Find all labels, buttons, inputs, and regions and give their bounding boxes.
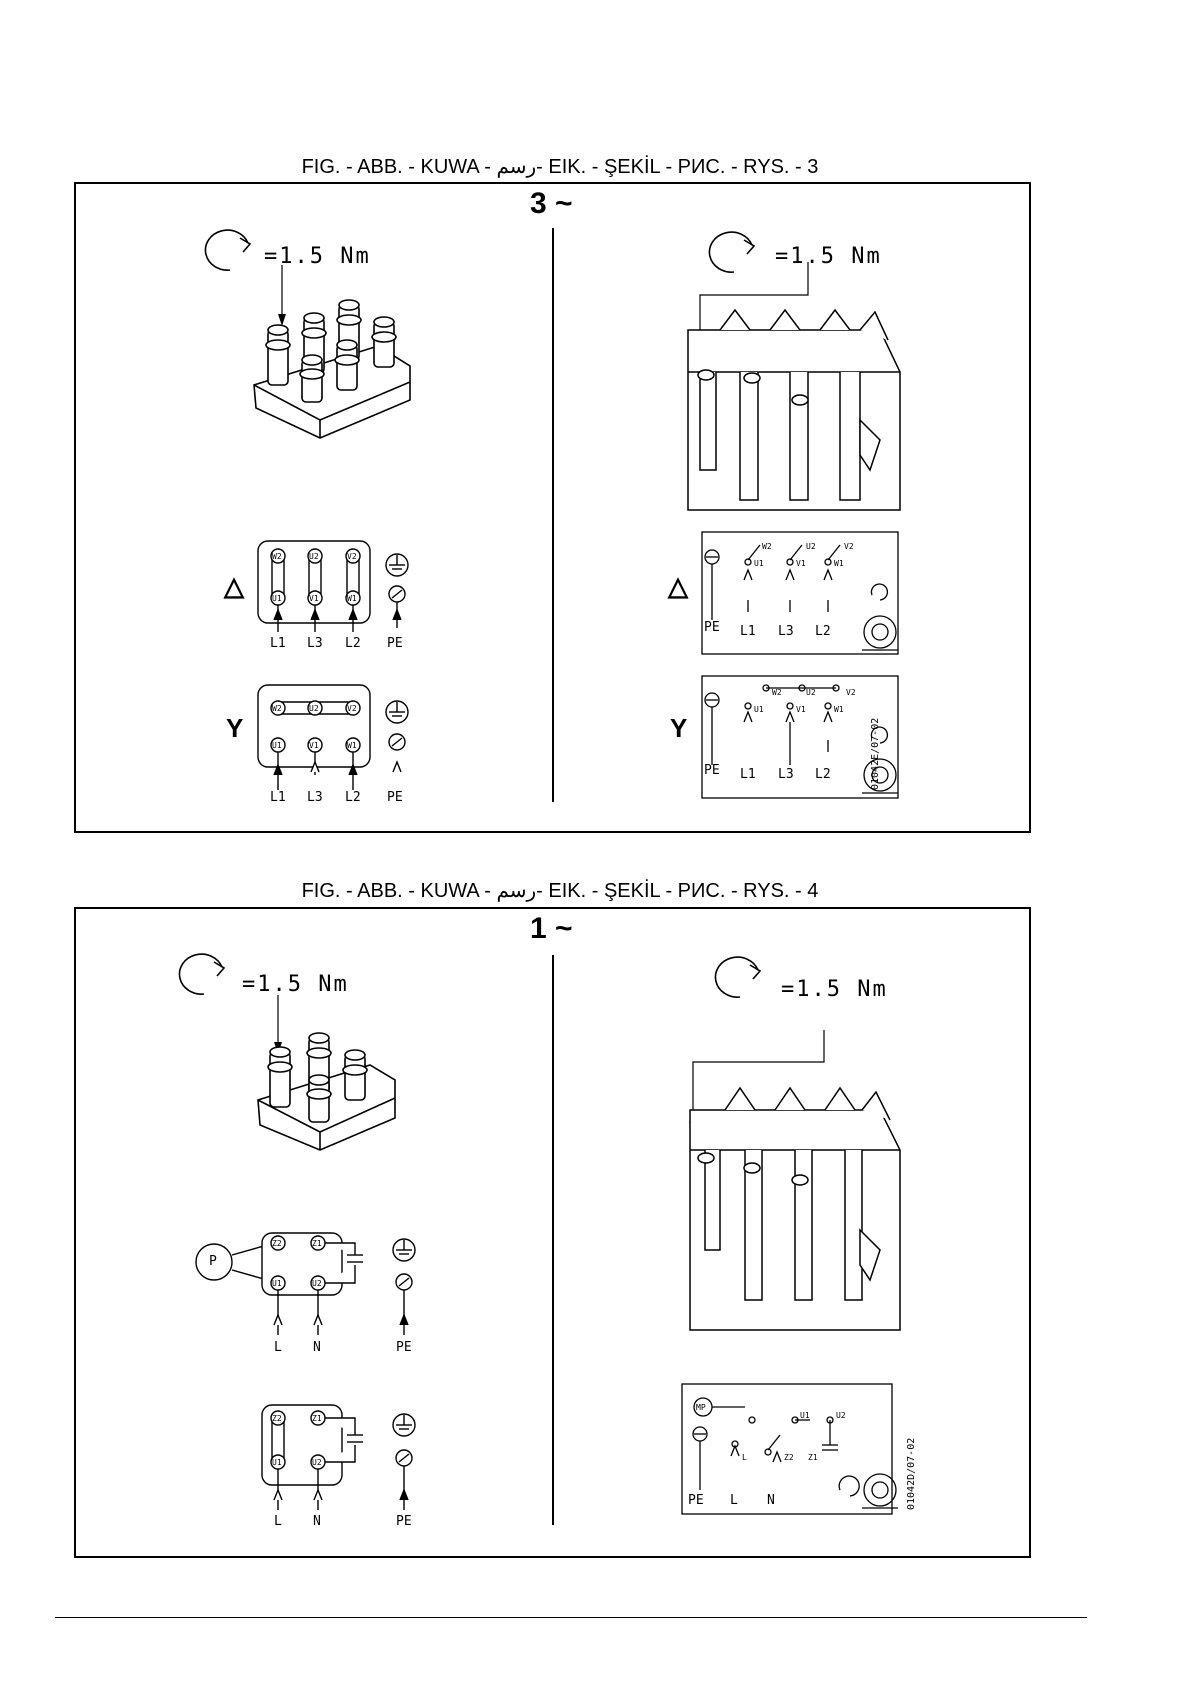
terminal-label: W2 xyxy=(272,704,282,713)
delta-symbol: △ xyxy=(668,571,688,601)
torque-rotation-icon xyxy=(205,230,250,270)
caption-text-tail: - EIK. - ŞEKİL - РИС. - RYS. - 3 xyxy=(536,156,819,178)
terminal-block-3ph xyxy=(254,300,410,438)
single-phase-schematic-right xyxy=(682,1384,898,1514)
caption-text: FIG. - ABB. - KUWA - xyxy=(301,880,497,902)
terminal-label: U1 xyxy=(754,705,764,714)
line-label: L1 xyxy=(270,790,286,805)
line-label: L2 xyxy=(345,790,361,805)
terminal-label: U1 xyxy=(754,559,764,568)
line-label: PE xyxy=(704,620,720,635)
torque-value: =1.5 Nm xyxy=(264,244,371,269)
drawing-code: 01042D/07-02 xyxy=(906,1437,917,1510)
terminal-label: U1 xyxy=(272,1279,282,1288)
terminal-label: W1 xyxy=(347,594,357,603)
line-label: L xyxy=(274,1340,282,1355)
terminal-label: U2 xyxy=(309,704,319,713)
terminal-label: U1 xyxy=(272,741,282,750)
figure-4-drawing xyxy=(0,880,1191,1580)
terminal-label: V1 xyxy=(796,559,806,568)
terminal-label: U1 xyxy=(272,1458,282,1467)
line-label: L2 xyxy=(815,767,831,782)
terminal-label: Z1 xyxy=(312,1239,322,1248)
star-symbol: Y xyxy=(670,713,688,743)
line-label: L1 xyxy=(740,624,756,639)
terminal-label: U2 xyxy=(836,1411,846,1420)
star-connection-diagram xyxy=(258,685,408,790)
delta-schematic-right xyxy=(702,532,898,654)
single-phase-diagram-protector xyxy=(196,1233,415,1335)
line-label: L1 xyxy=(740,767,756,782)
line-label: PE xyxy=(704,763,720,778)
figure-3-drawing xyxy=(0,0,1191,840)
mp-label: MP xyxy=(696,1403,706,1412)
caption-arabic: رسم xyxy=(496,156,537,178)
line-label: L3 xyxy=(778,624,794,639)
terminal-label: V2 xyxy=(844,542,854,551)
terminal-label: Z1 xyxy=(312,1414,322,1423)
single-phase-diagram xyxy=(262,1405,415,1510)
line-label: L xyxy=(730,1493,738,1508)
line-label: L2 xyxy=(815,624,831,639)
torque-value: =1.5 Nm xyxy=(775,244,882,269)
terminal-label: Z1 xyxy=(808,1453,818,1462)
terminal-label: W2 xyxy=(272,552,282,561)
terminal-label: U2 xyxy=(312,1458,322,1467)
terminal-label: Z2 xyxy=(272,1414,282,1423)
terminal-block-1ph xyxy=(258,1033,395,1150)
torque-rotation-icon-right xyxy=(715,957,760,997)
terminal-label: W1 xyxy=(347,741,357,750)
caption-text-tail: - EIK. - ŞEKİL - РИС. - RYS. - 4 xyxy=(536,880,819,902)
terminal-strip-1ph xyxy=(690,1088,900,1330)
terminal-label: V1 xyxy=(309,741,319,750)
caption-arabic: رسم xyxy=(496,880,537,902)
line-label: L2 xyxy=(345,636,361,651)
star-symbol: Y xyxy=(226,713,244,743)
line-label: PE xyxy=(688,1493,704,1508)
torque-rotation-icon-right xyxy=(709,232,754,272)
line-label: PE xyxy=(396,1340,412,1355)
star-schematic-right xyxy=(702,676,898,798)
delta-symbol: △ xyxy=(224,571,244,601)
terminal-label: W2 xyxy=(772,688,782,697)
line-label: PE xyxy=(387,636,403,651)
line-label: N xyxy=(313,1340,321,1355)
terminal-label: U2 xyxy=(312,1279,322,1288)
terminal-strip-3ph xyxy=(688,310,900,510)
terminal-label: Z2 xyxy=(784,1453,794,1462)
phase-label: 3 ~ xyxy=(530,187,573,220)
terminal-label: V2 xyxy=(347,552,357,561)
torque-rotation-icon xyxy=(179,954,224,994)
terminal-label: U1 xyxy=(272,594,282,603)
terminal-label: V1 xyxy=(309,594,319,603)
line-label: N xyxy=(313,1514,321,1529)
caption-text: FIG. - ABB. - KUWA - xyxy=(301,156,497,178)
terminal-label: U2 xyxy=(309,552,319,561)
terminal-label: W2 xyxy=(762,542,772,551)
terminal-label: W1 xyxy=(834,559,844,568)
terminal-label: W1 xyxy=(834,705,844,714)
terminal-label: U2 xyxy=(806,688,816,697)
footer-rule xyxy=(55,1617,1087,1618)
terminal-label: Z2 xyxy=(272,1239,282,1248)
terminal-label: U2 xyxy=(806,542,816,551)
line-label: L xyxy=(274,1514,282,1529)
line-label: PE xyxy=(396,1514,412,1529)
protector-label: P xyxy=(209,1254,217,1269)
terminal-label: V2 xyxy=(347,704,357,713)
terminal-label: L xyxy=(742,1453,747,1462)
drawing-code: 01042E/07-02 xyxy=(870,717,881,790)
terminal-label: V1 xyxy=(796,705,806,714)
line-label: L3 xyxy=(307,790,323,805)
line-label: L1 xyxy=(270,636,286,651)
line-label: N xyxy=(767,1493,775,1508)
torque-value: =1.5 Nm xyxy=(242,972,349,997)
terminal-label: V2 xyxy=(846,688,856,697)
torque-value: =1.5 Nm xyxy=(781,977,888,1002)
line-label: L3 xyxy=(778,767,794,782)
line-label: PE xyxy=(387,790,403,805)
line-label: L3 xyxy=(307,636,323,651)
phase-label: 1 ~ xyxy=(530,912,573,945)
terminal-label: U1 xyxy=(800,1411,810,1420)
